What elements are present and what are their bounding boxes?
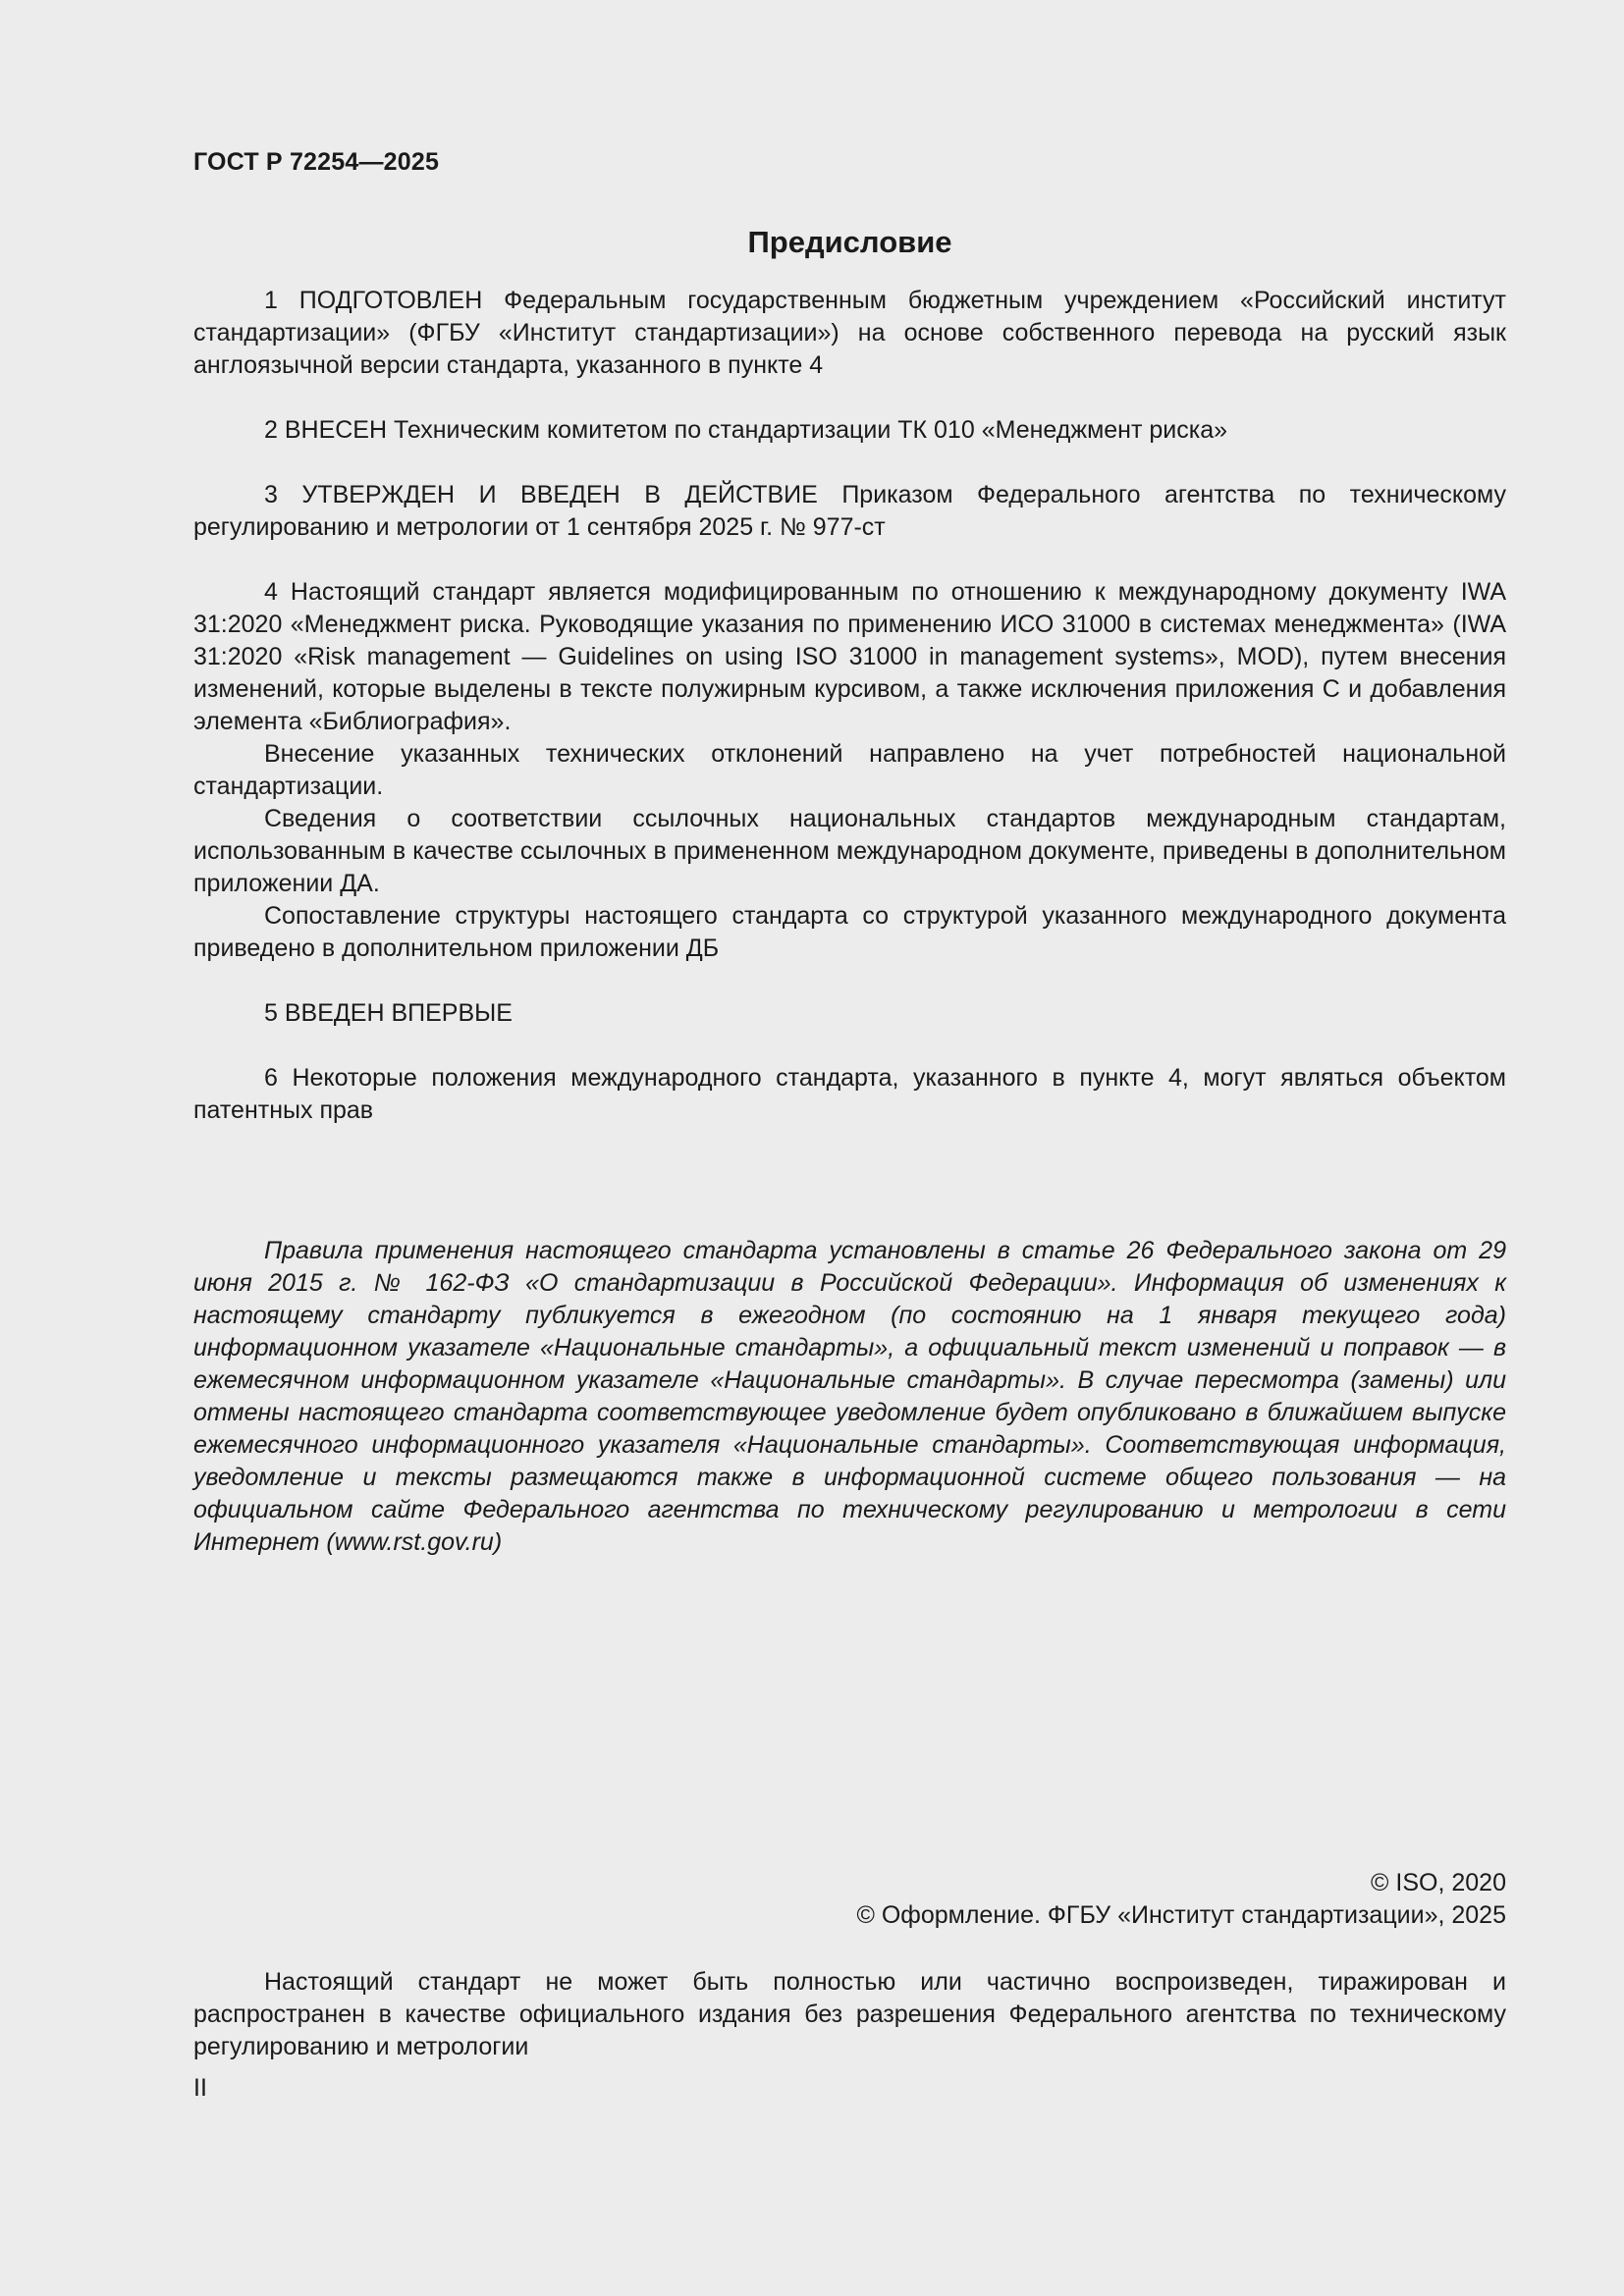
copyright-design: © Оформление. ФГБУ «Институт стандартизации», 2025 bbox=[856, 1901, 1506, 1929]
application-rules-text: Правила применения настоящего стандарта установлены в статье 26 Федерального закона от 29 июня 2015 г. № 162-ФЗ «О стандартизации в Российской Федерации». Информация об изменениях к настоящему стандарту публикуется в ежегодном (по состоянию на 1 января текущего года) информационном указателе «Национальные стандарты», а официальный текст изменений и поправок — в ежемесячном информационном указателе «Национальные стандарты». В случае пересмотра (замены) или отмены настоящего стандарта соответствующее уведомление будет опубликовано в ближайшем выпуске ежемесячного информационного указателя «Национальные стандарты». Соответствующая информация, уведомление и тексты размещаются также в информационной системе общего пользования — на официальном сайте Федерального агентства по техническому регулированию и метрологии в сети Интернет (www.rst.gov.ru) bbox=[193, 1237, 1506, 1556]
document-page bbox=[193, 0, 1506, 2296]
page-number: II bbox=[193, 2074, 207, 2102]
page-title: Предисловие bbox=[747, 225, 952, 259]
foreword-item-1: 1 ПОДГОТОВЛЕН Федеральным государственным бюджетным учреждением «Российский институт стандартизации» (ФГБУ «Институт стандартизации») на основе собственного перевода на русский язык англоязычной версии стандарта, указанного в пункте 4 bbox=[193, 287, 1506, 379]
foreword-item-2: 2 ВНЕСЕН Техническим комитетом по стандартизации ТК 010 «Менеджмент риска» bbox=[264, 416, 1228, 444]
foreword-item-4-paragraph-3: Сведения о соответствии ссылочных национальных стандартов международным стандартам, использованным в качестве ссылочных в примененном международном документе, приведены в дополнительном приложении ДА. bbox=[193, 805, 1506, 897]
foreword-item-4-paragraph-4: Сопоставление структуры настоящего стандарта со структурой указанного международного документа приведено в дополнительном приложении ДБ bbox=[193, 902, 1506, 962]
reproduction-notice bbox=[193, 1966, 1506, 2063]
foreword-item-4: 4 Настоящий стандарт является модифицированным по отношению к международному документу IWA 31:2020 «Менеджмент риска. Руководящие указания по применению ИСО 31000 в системах менеджмента» (IWA 31:2020 «Risk management — Guidelines on using ISO 31000 in management systems», MOD), путем внесения изменений, которые выделены в тексте полужирным курсивом, а также исключения приложения С и добавления элемента «Библиография». bbox=[193, 578, 1506, 735]
application-rules-notice bbox=[193, 1235, 1506, 1559]
foreword-item-6: 6 Некоторые положения международного стандарта, указанного в пункте 4, могут являться объектом патентных прав bbox=[193, 1064, 1506, 1124]
foreword-item-3: 3 УТВЕРЖДЕН И ВВЕДЕН В ДЕЙСТВИЕ Приказом Федерального агентства по техническому регулированию и метрологии от 1 сентября 2025 г. № 977-ст bbox=[193, 481, 1506, 541]
copyright-block bbox=[193, 1867, 1506, 1932]
foreword-item-5: 5 ВВЕДЕН ВПЕРВЫЕ bbox=[264, 999, 513, 1027]
reproduction-notice-text: Настоящий стандарт не может быть полностью или частично воспроизведен, тиражирован и распространен в качестве официального издания без разрешения Федерального агентства по техническому регулированию и метрологии bbox=[193, 1968, 1506, 2060]
document-id-header: ГОСТ Р 72254—2025 bbox=[193, 148, 440, 176]
foreword-item-4-paragraph-2: Внесение указанных технических отклонений направлено на учет потребностей национальной стандартизации. bbox=[193, 740, 1506, 800]
foreword-body bbox=[193, 285, 1506, 1127]
copyright-iso: © ISO, 2020 bbox=[1371, 1869, 1506, 1896]
